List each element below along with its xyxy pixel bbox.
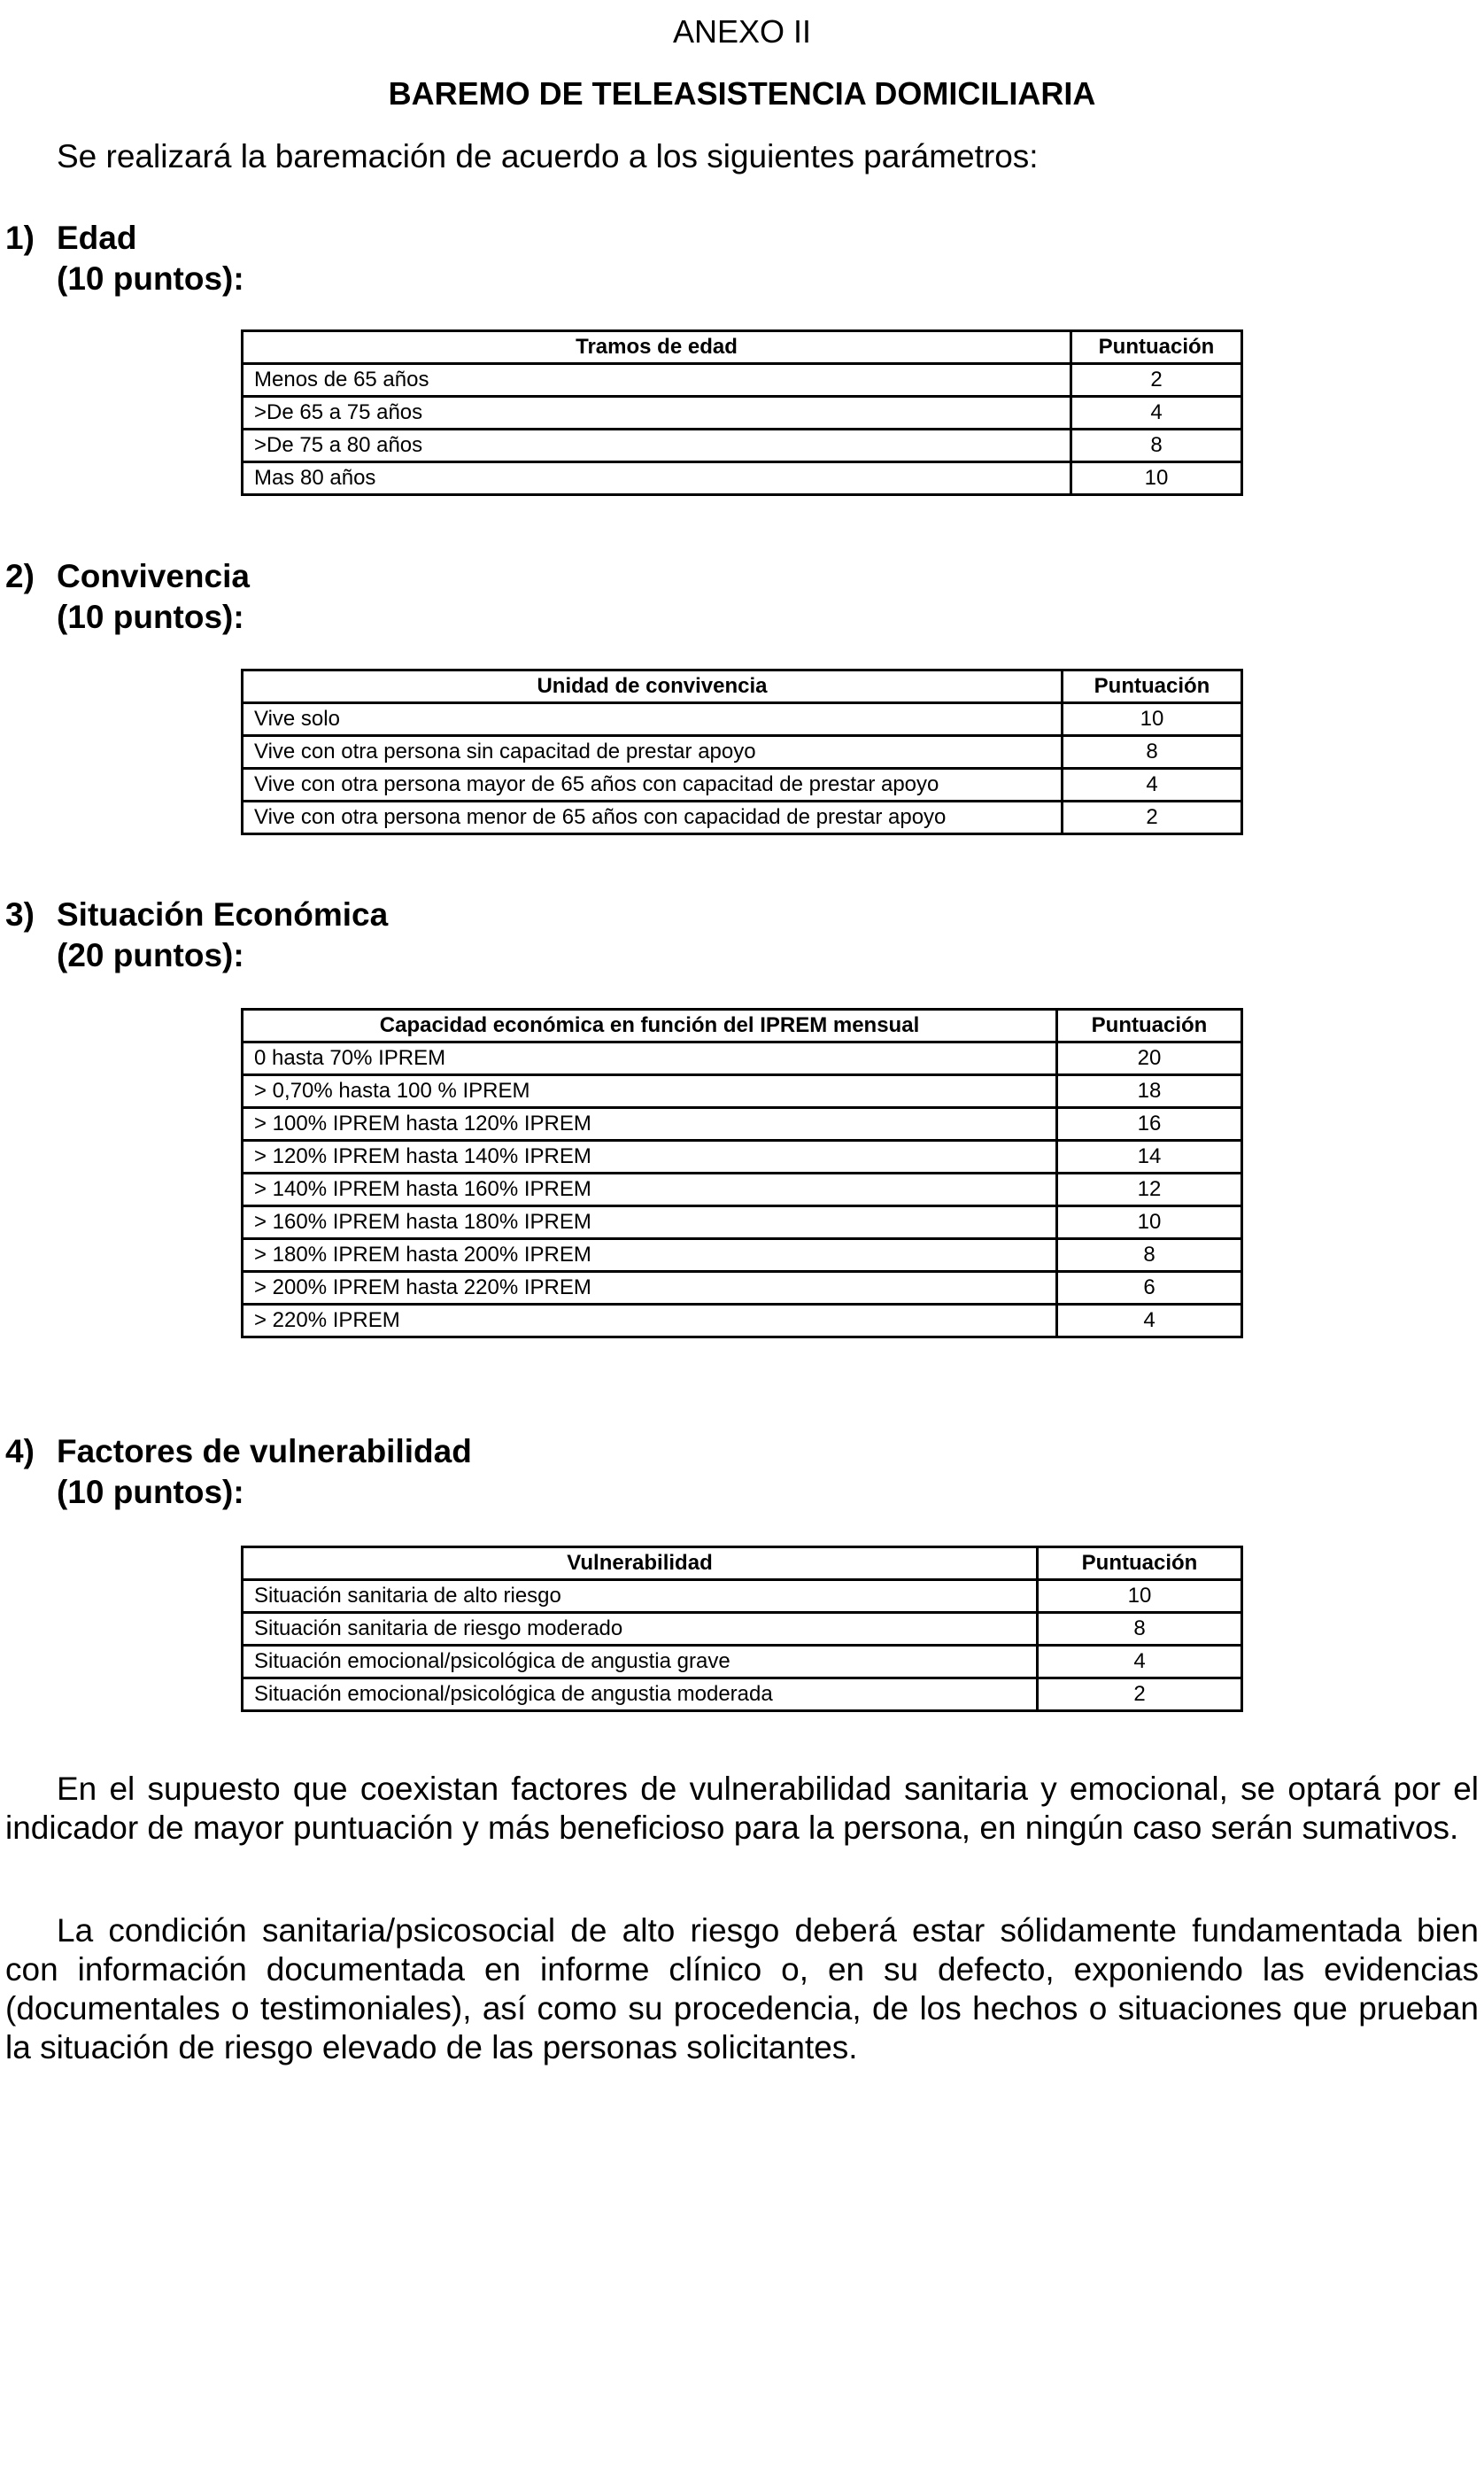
table-row	[243, 1678, 1242, 1711]
row-label: Vive con otra persona mayor de 65 años con capacitad de prestar apoyo	[243, 769, 1063, 802]
row-label: Vive con otra persona menor de 65 años con capacidad de prestar apoyo	[243, 802, 1063, 834]
row-label: > 160% IPREM hasta 180% IPREM	[243, 1206, 1057, 1239]
table-vulnerabilidad	[241, 1546, 1243, 1712]
column-header: Puntuación	[1071, 331, 1242, 364]
table-edad	[241, 329, 1243, 496]
row-score: 4	[1063, 769, 1242, 802]
table-convivencia	[241, 669, 1243, 835]
annex-label: ANEXO II	[672, 13, 812, 50]
column-header: Puntuación	[1057, 1010, 1242, 1042]
row-label: Situación sanitaria de alto riesgo	[243, 1580, 1038, 1613]
paragraph-coexistencia: En el supuesto que coexistan factores de vulnerabilidad sanitaria y emocional, se optará por el indicador de mayor puntuación y más beneficioso para la persona, en ningún caso serán sumativos.	[5, 1771, 1479, 1846]
row-label: >De 75 a 80 años	[243, 430, 1071, 462]
row-label: Menos de 65 años	[243, 364, 1071, 397]
row-score: 8	[1057, 1239, 1242, 1272]
row-label: > 0,70% hasta 100 % IPREM	[243, 1075, 1057, 1108]
table-row	[243, 397, 1242, 430]
section-2-number: 2)	[5, 558, 35, 594]
row-label: 0 hasta 70% IPREM	[243, 1042, 1057, 1075]
row-label: >De 65 a 75 años	[243, 397, 1071, 430]
row-score: 14	[1057, 1141, 1242, 1174]
table-row	[243, 1075, 1242, 1108]
section-3-title: Situación Económica	[57, 896, 389, 933]
row-label: Vive con otra persona sin capacitad de prestar apoyo	[243, 736, 1063, 769]
row-score: 20	[1057, 1042, 1242, 1075]
column-header: Puntuación	[1038, 1547, 1242, 1580]
table-row	[243, 430, 1242, 462]
table-row	[243, 802, 1242, 834]
row-score: 2	[1071, 364, 1242, 397]
row-label: > 220% IPREM	[243, 1305, 1057, 1337]
column-header: Tramos de edad	[243, 331, 1071, 364]
row-label: Situación sanitaria de riesgo moderado	[243, 1613, 1038, 1646]
table-row	[243, 1141, 1242, 1174]
intro-text: Se realizará la baremación de acuerdo a los siguientes parámetros:	[57, 138, 1039, 174]
row-score: 10	[1071, 462, 1242, 495]
row-score: 4	[1071, 397, 1242, 430]
row-label: > 180% IPREM hasta 200% IPREM	[243, 1239, 1057, 1272]
table-row	[243, 736, 1242, 769]
section-4-points: (10 puntos):	[57, 1474, 244, 1510]
row-label: > 200% IPREM hasta 220% IPREM	[243, 1272, 1057, 1305]
row-score: 2	[1063, 802, 1242, 834]
row-score: 10	[1038, 1580, 1242, 1613]
table-row	[243, 1305, 1242, 1337]
row-score: 10	[1057, 1206, 1242, 1239]
section-4-title: Factores de vulnerabilidad	[57, 1433, 472, 1469]
row-label: Vive solo	[243, 703, 1063, 736]
column-header: Puntuación	[1063, 670, 1242, 703]
row-label: > 120% IPREM hasta 140% IPREM	[243, 1141, 1057, 1174]
row-label: Mas 80 años	[243, 462, 1071, 495]
table-row	[243, 1174, 1242, 1206]
row-score: 6	[1057, 1272, 1242, 1305]
table-row	[243, 462, 1242, 495]
row-label: > 140% IPREM hasta 160% IPREM	[243, 1174, 1057, 1206]
table-situacion-economica	[241, 1008, 1243, 1338]
section-1-title: Edad	[57, 220, 137, 256]
table-row	[243, 769, 1242, 802]
table-row	[243, 1239, 1242, 1272]
table-row	[243, 703, 1242, 736]
row-label: Situación emocional/psicológica de angustia grave	[243, 1646, 1038, 1678]
section-2-title: Convivencia	[57, 558, 250, 594]
table-row	[243, 1108, 1242, 1141]
column-header: Vulnerabilidad	[243, 1547, 1038, 1580]
section-3-number: 3)	[5, 896, 35, 933]
column-header: Unidad de convivencia	[243, 670, 1063, 703]
document-title: BAREMO DE TELEASISTENCIA DOMICILIARIA	[388, 75, 1096, 112]
table-row	[243, 1206, 1242, 1239]
table-row	[243, 1580, 1242, 1613]
section-1-number: 1)	[5, 220, 35, 256]
row-score: 8	[1063, 736, 1242, 769]
row-score: 4	[1057, 1305, 1242, 1337]
row-score: 2	[1038, 1678, 1242, 1711]
table-header-row	[243, 331, 1242, 364]
row-score: 18	[1057, 1075, 1242, 1108]
row-score: 8	[1038, 1613, 1242, 1646]
column-header: Capacidad económica en función del IPREM mensual	[243, 1010, 1057, 1042]
paragraph-alto-riesgo: La condición sanitaria/psicosocial de alto riesgo deberá estar sólidamente fundamentada bien con información documentada en informe clínico o, en su defecto, exponiendo las evidencias (documentales o testimoniales), así como su procedencia, de los hechos o situaciones que prueban la situación de riesgo elevado de las personas solicitantes.	[5, 1912, 1479, 2065]
row-score: 12	[1057, 1174, 1242, 1206]
table-row	[243, 1646, 1242, 1678]
table-row	[243, 1272, 1242, 1305]
row-score: 10	[1063, 703, 1242, 736]
row-score: 16	[1057, 1108, 1242, 1141]
row-score: 8	[1071, 430, 1242, 462]
table-row	[243, 1613, 1242, 1646]
table-header-row	[243, 670, 1242, 703]
table-header-row	[243, 1010, 1242, 1042]
row-score: 4	[1038, 1646, 1242, 1678]
section-1-points: (10 puntos):	[57, 260, 244, 297]
table-row	[243, 1042, 1242, 1075]
row-label: > 100% IPREM hasta 120% IPREM	[243, 1108, 1057, 1141]
section-2-points: (10 puntos):	[57, 599, 244, 635]
section-3-points: (20 puntos):	[57, 937, 244, 973]
table-row	[243, 364, 1242, 397]
section-4-number: 4)	[5, 1433, 35, 1469]
table-header-row	[243, 1547, 1242, 1580]
row-label: Situación emocional/psicológica de angustia moderada	[243, 1678, 1038, 1711]
